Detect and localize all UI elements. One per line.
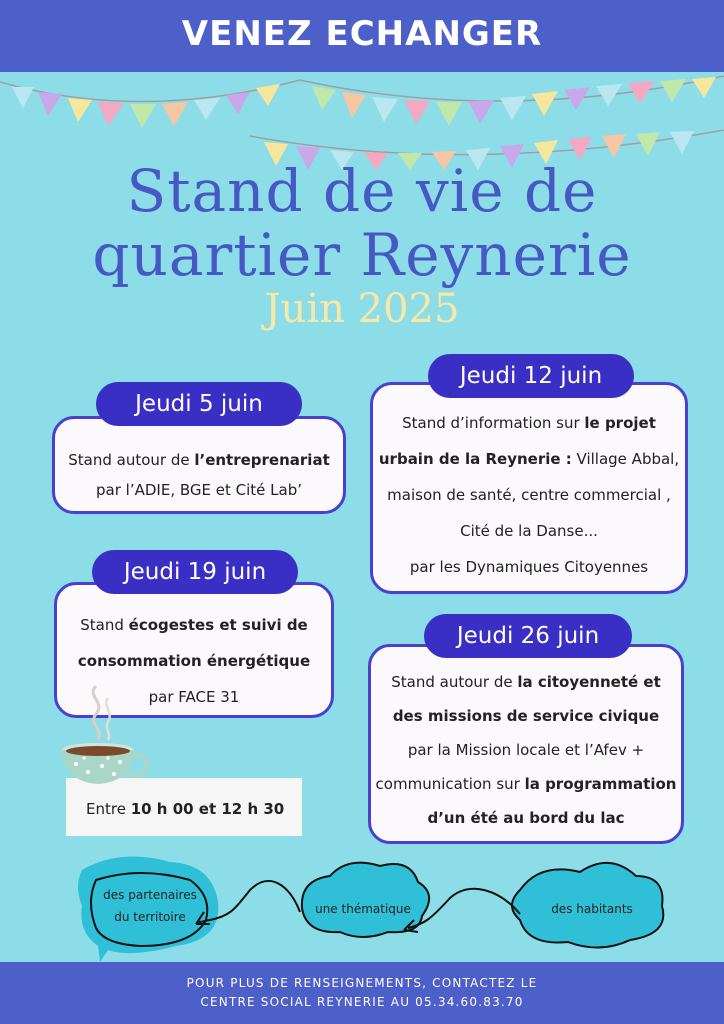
event-card xyxy=(370,382,688,594)
hours-text: Entre 10 h 00 et 12 h 30 xyxy=(86,800,285,818)
event-day-pill: Jeudi 12 juin xyxy=(428,354,634,398)
event-text: urbain de la Reynerie : Village Abbal, xyxy=(378,450,680,468)
cloud-label: une thématique xyxy=(315,902,411,916)
event-text: consommation énergétique xyxy=(77,652,311,670)
teacup-icon xyxy=(56,680,156,790)
event-card xyxy=(52,416,346,514)
event-day-pill: Jeudi 19 juin xyxy=(92,550,298,594)
header-title: VENEZ ECHANGER xyxy=(181,14,543,54)
footer-text: POUR PLUS DE RENSEIGNEMENTS, CONTACTEZ LE xyxy=(186,976,538,990)
event-text: Stand autour de l’entreprenariat xyxy=(68,451,330,469)
event-text: Stand écogestes et suivi de xyxy=(80,616,308,634)
footer-text: CENTRE SOCIAL REYNERIE AU 05.34.60.83.70 xyxy=(200,995,524,1009)
event-text: d’un été au bord du lac xyxy=(427,809,625,827)
event-text: par FACE 31 xyxy=(148,688,240,706)
event-day-pill: Jeudi 26 juin xyxy=(424,614,632,658)
event-text: Stand d’information sur le projet xyxy=(402,414,656,432)
footer-bar xyxy=(0,962,724,1024)
event-text: Cité de la Danse... xyxy=(460,522,598,540)
event-card xyxy=(368,644,684,844)
event-text: maison de santé, centre commercial , xyxy=(387,486,671,504)
event-text: par l’ADIE, BGE et Cité Lab’ xyxy=(96,481,302,499)
cloud-label: des partenaires du territoire xyxy=(103,888,197,924)
date-subtitle: Juin 2025 xyxy=(264,286,460,332)
event-text: communication sur la programmation xyxy=(375,775,677,793)
cloud-label: des habitants xyxy=(551,902,633,916)
main-title-line2: quartier Reynerie xyxy=(92,221,632,289)
event-text: par la Mission locale et l’Afev + xyxy=(407,741,645,759)
event-day-pill: Jeudi 5 juin xyxy=(96,382,302,426)
main-title-line1: Stand de vie de xyxy=(126,157,598,225)
event-text: des missions de service civique xyxy=(392,707,660,725)
event-text: Stand autour de la citoyenneté et xyxy=(391,673,661,691)
bunting-decoration xyxy=(0,60,724,170)
event-text: par les Dynamiques Citoyennes xyxy=(409,558,649,576)
